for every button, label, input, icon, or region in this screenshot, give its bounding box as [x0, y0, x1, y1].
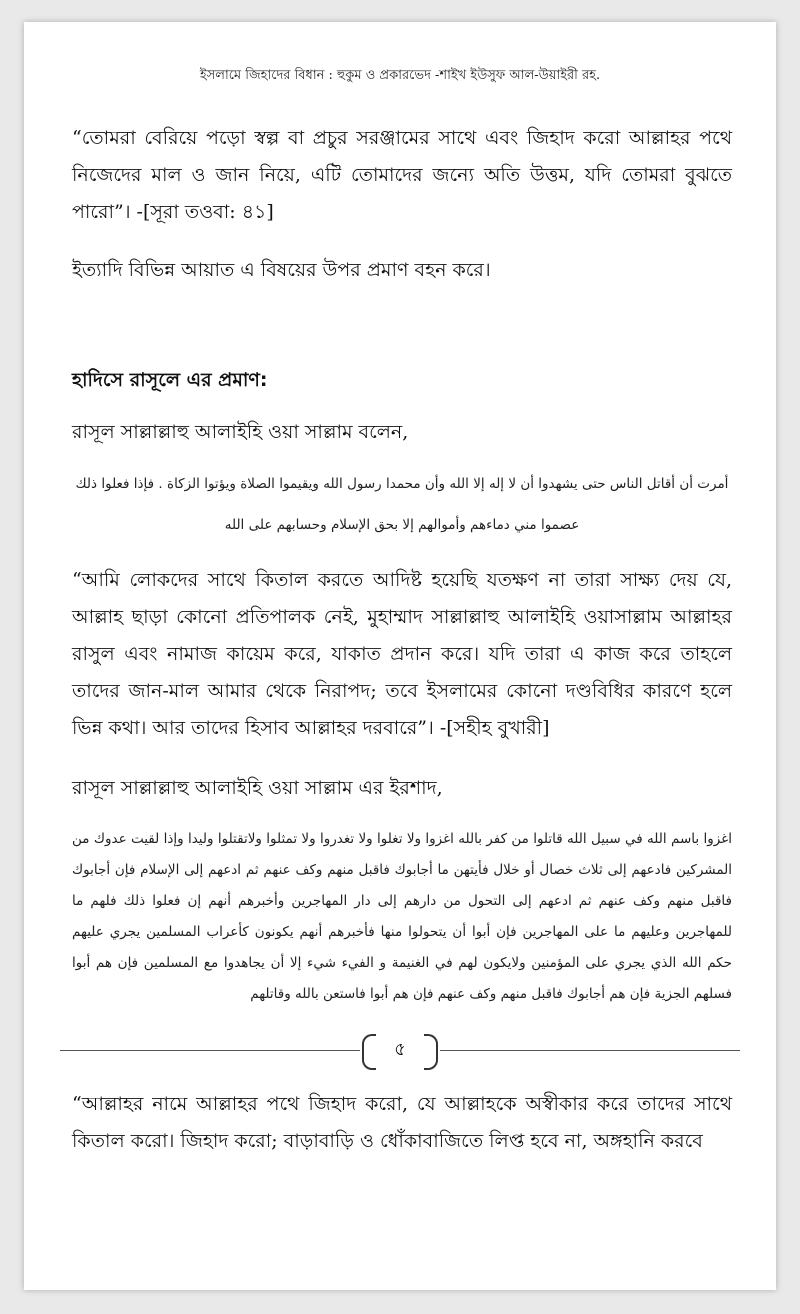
hadith-translation-2: “আল্লাহর নামে আল্লাহর পথে জিহাদ করো, যে আল্লাহকে অস্বীকার করে তাদের সাথে কিতাল করো। জিহাদ করো; বাড়াবাড়ি ও ধোঁকাবাজিতে লিপ্ত হবে না, অঙ্গহানি করবে	[72, 1093, 732, 1152]
arabic-hadith-2: اغزوا باسم الله في سبيل الله قاتلوا من كفر بالله اغزوا ولا تغلوا ولا تغدروا ولا تمثلوا ولاتقتلوا وليدا وإذا لقيت عدوك من المشركين فادعهم إلى ثلاث خصال أو خلال فأيتهن ما أجابوك فاقبل منهم وكف عنهم ثم ادعهم إلى الإسلام فإن أجابوك فاقبل منهم وكف عنهم ثم ادعهم إلى التحول من دارهم إلى دار المهاجرين وأخبرهم أنهم إن فعلوا ذلك فلهم ما للمهاجرين وعليهم ما على المهاجرين فإن أبوا أن يتحولوا منها فأخبرهم أنهم يكونون كأعراب المسلمين يجري عليهم حكم الله الذي يجري على المؤمنين ولايكون لهم في الغنيمة و الفيء شيء إلا أن يجاهدوا مع المسلمين فإن هم أبوا فسلهم الجزية فإن هم أجابوك فاقبل منهم وكف عنهم فإن هم أبوا فاستعن بالله وقاتلهم	[72, 831, 732, 1002]
hadith-intro-2: রাসূল সাল্লাল্লাহু আলাইহি ওয়া সাল্লাম এর ইরশাদ,	[72, 777, 443, 799]
running-header: ইসলামে জিহাদের বিধান : হুকুম ও প্রকারভেদ -শাইখ ইউসুফ আল-উয়াইরী রহ.	[199, 68, 601, 83]
quran-translation-paragraph: “তোমরা বেরিয়ে পড়ো স্বল্প বা প্রচুর সরঞ্জামের সাথে এবং জিহাদ করো আল্লাহর পথে নিজেদের মাল ও জান নিয়ে, এটি তোমাদের জন্যে অতি উত্তম, যদি তোমরা বুঝতে পারো”। -[সূরা তওবা: ৪১]	[72, 127, 732, 223]
hadith-intro-1: রাসূল সাল্লাল্লাহু আলাইহি ওয়া সাল্লাম বলেন,	[72, 421, 409, 443]
page-number: ৫	[394, 1039, 406, 1060]
section-heading: হাদিসে রাসূলে এর প্রমাণ:	[72, 369, 268, 391]
hadith-translation-1: “আমি লোকদের সাথে কিতাল করতে আদিষ্ট হয়েছি যতক্ষণ না তারা সাক্ষ্য দেয় যে, আল্লাহ ছাড়া কোনো প্রতিপালক নেই, মুহাম্মাদ সাল্লাল্লাহু আলাইহি ওয়াসাল্লাম আল্লাহর রাসুল এবং নামাজ কায়েম করে, যাকাত প্রদান করে। যদি তারা এ কাজ করে তাহলে তাদের জান-মাল আমার থেকে নিরাপদ; তবে ইসলামের কোনো দণ্ডবিধির কারণে হলে ভিন্ন কথা। আর তাদের হিসাব আল্লাহর দরবারে”। -[সহীহ বুখারী]	[72, 569, 732, 739]
document-page	[24, 22, 776, 1290]
verses-summary-paragraph: ইত্যাদি বিভিন্ন আয়াত এ বিষয়ের উপর প্রমাণ বহন করে।	[72, 259, 491, 281]
footer-rule-left	[60, 1050, 360, 1051]
arabic-hadith-1: أمرت أن أقاتل الناس حتى يشهدوا أن لا إله إلا الله وأن محمدا رسول الله ويقيموا الصلاة ويؤتوا الزكاة . فإذا فعلوا ذلك عصموا مني دماءهم وأموالهم إلا بحق الإسلام وحسابهم على الله	[75, 476, 729, 533]
footer-rule-right	[440, 1050, 740, 1051]
